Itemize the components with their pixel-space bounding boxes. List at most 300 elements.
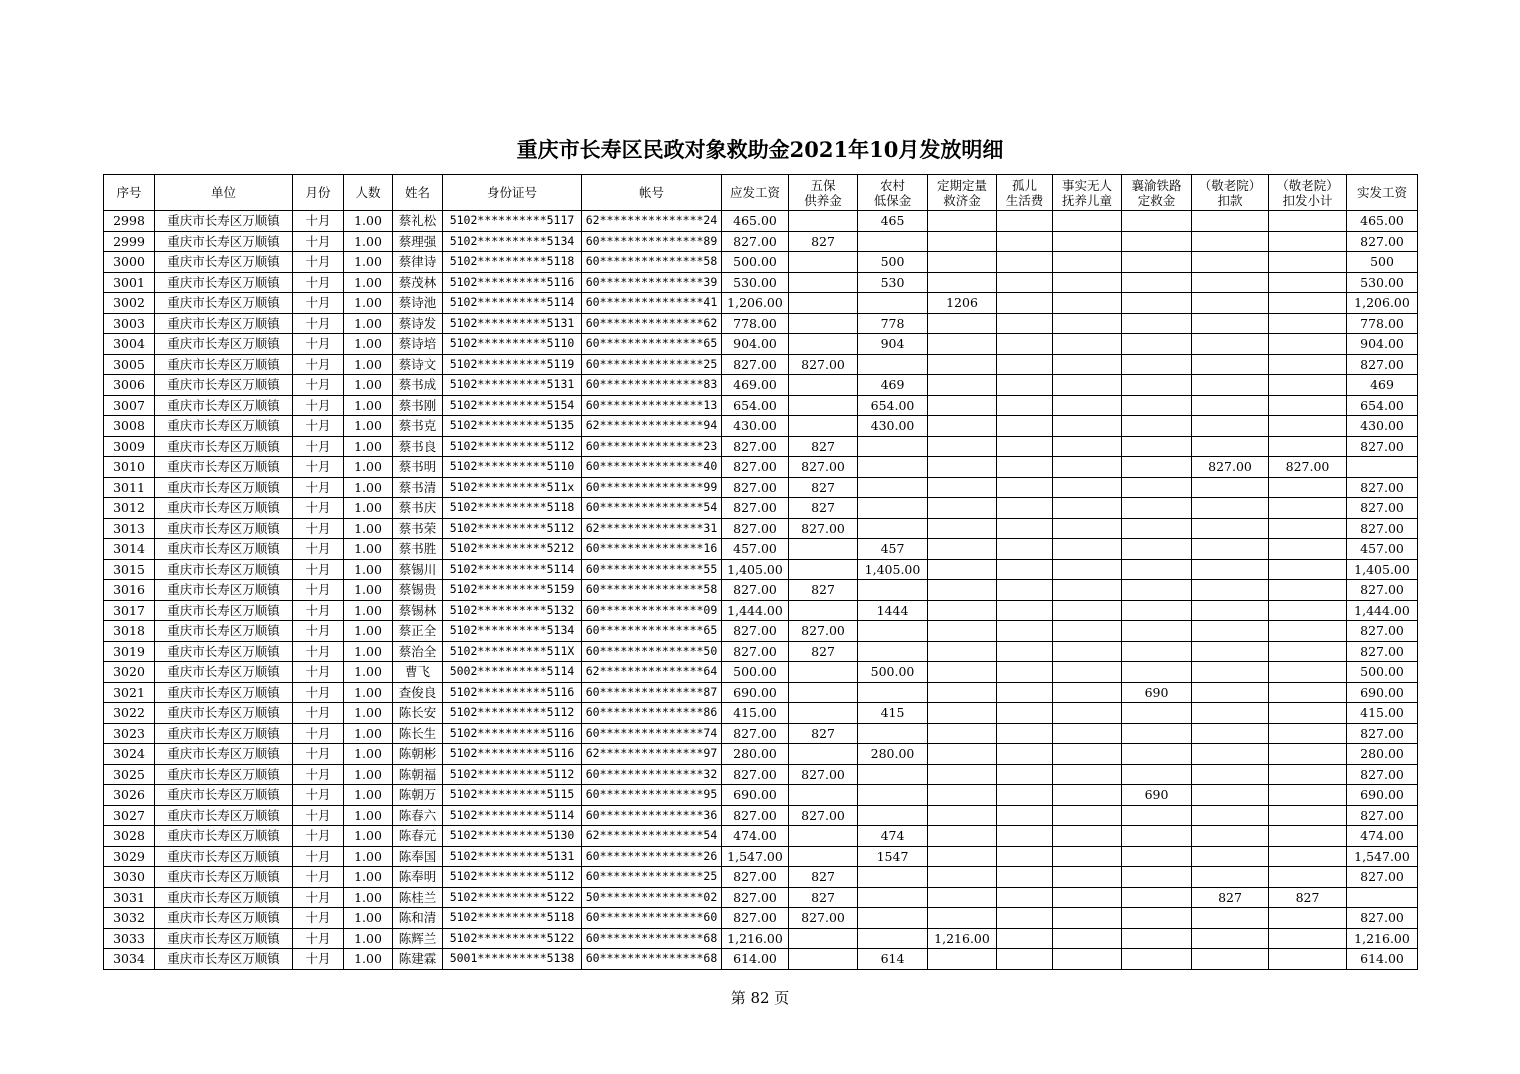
table-row [104, 785, 1418, 806]
cell-deduct [1192, 621, 1269, 642]
cell-unattended [1053, 395, 1122, 416]
cell-account: 60***************65 [582, 334, 722, 355]
cell-id: 5102**********5116 [443, 682, 582, 703]
cell-seq: 3006 [104, 375, 155, 396]
cell-orphan [997, 682, 1053, 703]
header-orphan-line1: 孤儿 [1011, 177, 1037, 193]
header-subtotal-line2: 扣发小计 [1282, 192, 1333, 208]
cell-dibao [858, 928, 928, 949]
cell-gross: 827.00 [722, 723, 789, 744]
cell-subtotal [1269, 559, 1347, 580]
cell-orphan [997, 805, 1053, 826]
cell-orphan [997, 354, 1053, 375]
cell-seq: 3018 [104, 621, 155, 642]
cell-account: 60***************25 [582, 867, 722, 888]
cell-month: 十月 [293, 395, 344, 416]
cell-id: 5102**********5118 [443, 252, 582, 273]
cell-unit: 重庆市长寿区万顺镇 [155, 313, 293, 334]
cell-railway [1122, 436, 1192, 457]
cell-count: 1.00 [344, 846, 393, 867]
table-row [104, 805, 1418, 826]
cell-seq: 3013 [104, 518, 155, 539]
cell-account: 60***************40 [582, 457, 722, 478]
cell-unit: 重庆市长寿区万顺镇 [155, 211, 293, 232]
header-dingqi [928, 175, 997, 211]
cell-account: 60***************65 [582, 621, 722, 642]
cell-month: 十月 [293, 826, 344, 847]
cell-seq: 3025 [104, 764, 155, 785]
cell-subtotal [1269, 252, 1347, 273]
cell-dibao: 614 [858, 949, 928, 970]
cell-seq: 3033 [104, 928, 155, 949]
cell-wubao: 827 [789, 641, 858, 662]
cell-count: 1.00 [344, 723, 393, 744]
cell-dibao [858, 785, 928, 806]
cell-month: 十月 [293, 518, 344, 539]
cell-wubao: 827.00 [789, 457, 858, 478]
cell-dingqi [928, 313, 997, 334]
cell-name: 蔡正全 [393, 621, 443, 642]
cell-account: 60***************55 [582, 559, 722, 580]
header-month: 月份 [293, 175, 344, 211]
cell-account: 60***************58 [582, 580, 722, 601]
cell-account: 60***************62 [582, 313, 722, 334]
cell-dibao: 654.00 [858, 395, 928, 416]
cell-name: 蔡茂林 [393, 272, 443, 293]
cell-gross: 827.00 [722, 457, 789, 478]
cell-orphan [997, 395, 1053, 416]
cell-deduct [1192, 641, 1269, 662]
cell-subtotal [1269, 395, 1347, 416]
cell-dibao: 904 [858, 334, 928, 355]
cell-name: 蔡诗池 [393, 293, 443, 314]
cell-dingqi [928, 457, 997, 478]
cell-account: 62***************31 [582, 518, 722, 539]
cell-count: 1.00 [344, 477, 393, 498]
table-row [104, 477, 1418, 498]
cell-name: 陈长生 [393, 723, 443, 744]
cell-unit: 重庆市长寿区万顺镇 [155, 887, 293, 908]
cell-net [1347, 887, 1418, 908]
cell-dibao [858, 498, 928, 519]
cell-account: 60***************36 [582, 805, 722, 826]
table-row [104, 723, 1418, 744]
cell-gross: 614.00 [722, 949, 789, 970]
cell-deduct [1192, 375, 1269, 396]
cell-subtotal [1269, 867, 1347, 888]
cell-id: 5001**********5138 [443, 949, 582, 970]
cell-name: 蔡锡贵 [393, 580, 443, 601]
cell-gross: 827.00 [722, 354, 789, 375]
cell-gross: 1,405.00 [722, 559, 789, 580]
cell-gross: 827.00 [722, 887, 789, 908]
cell-gross: 465.00 [722, 211, 789, 232]
cell-dingqi [928, 764, 997, 785]
cell-month: 十月 [293, 662, 344, 683]
cell-dibao [858, 231, 928, 252]
cell-name: 蔡书庆 [393, 498, 443, 519]
cell-unattended [1053, 436, 1122, 457]
cell-subtotal [1269, 477, 1347, 498]
cell-net: 1,216.00 [1347, 928, 1418, 949]
header-wubao [789, 175, 858, 211]
cell-deduct [1192, 211, 1269, 232]
cell-orphan [997, 272, 1053, 293]
cell-net: 827.00 [1347, 621, 1418, 642]
cell-unit: 重庆市长寿区万顺镇 [155, 949, 293, 970]
cell-orphan [997, 436, 1053, 457]
cell-count: 1.00 [344, 539, 393, 560]
cell-net: 778.00 [1347, 313, 1418, 334]
table-row [104, 764, 1418, 785]
cell-unattended [1053, 723, 1122, 744]
table-row [104, 928, 1418, 949]
cell-account: 60***************68 [582, 928, 722, 949]
cell-railway [1122, 313, 1192, 334]
cell-count: 1.00 [344, 867, 393, 888]
cell-orphan [997, 826, 1053, 847]
cell-month: 十月 [293, 703, 344, 724]
cell-unit: 重庆市长寿区万顺镇 [155, 662, 293, 683]
cell-id: 5102**********5116 [443, 272, 582, 293]
header-row [104, 175, 1418, 211]
cell-net: 827.00 [1347, 805, 1418, 826]
table-row [104, 518, 1418, 539]
cell-name: 陈长安 [393, 703, 443, 724]
cell-account: 60***************83 [582, 375, 722, 396]
cell-seq: 3011 [104, 477, 155, 498]
cell-orphan [997, 744, 1053, 765]
cell-count: 1.00 [344, 908, 393, 929]
cell-net: 827.00 [1347, 498, 1418, 519]
header-count: 人数 [344, 175, 393, 211]
cell-dibao: 474 [858, 826, 928, 847]
header-wubao-line1: 五保 [810, 177, 836, 193]
cell-dibao: 465 [858, 211, 928, 232]
cell-unit: 重庆市长寿区万顺镇 [155, 600, 293, 621]
cell-dibao: 430.00 [858, 416, 928, 437]
cell-deduct [1192, 559, 1269, 580]
cell-name: 蔡礼松 [393, 211, 443, 232]
cell-subtotal [1269, 826, 1347, 847]
cell-railway [1122, 354, 1192, 375]
cell-net: 827.00 [1347, 641, 1418, 662]
cell-id: 5102**********5212 [443, 539, 582, 560]
cell-id: 5102**********5117 [443, 211, 582, 232]
cell-orphan [997, 600, 1053, 621]
cell-deduct [1192, 949, 1269, 970]
cell-dibao [858, 867, 928, 888]
cell-dingqi [928, 354, 997, 375]
cell-orphan [997, 457, 1053, 478]
cell-unattended [1053, 703, 1122, 724]
cell-subtotal [1269, 682, 1347, 703]
cell-railway [1122, 887, 1192, 908]
header-dibao [858, 175, 928, 211]
cell-count: 1.00 [344, 785, 393, 806]
cell-net: 827.00 [1347, 231, 1418, 252]
cell-railway [1122, 744, 1192, 765]
cell-name: 查俊良 [393, 682, 443, 703]
cell-month: 十月 [293, 600, 344, 621]
header-unattended-line2: 抚养儿童 [1061, 192, 1112, 208]
cell-count: 1.00 [344, 600, 393, 621]
cell-dibao: 280.00 [858, 744, 928, 765]
cell-orphan [997, 662, 1053, 683]
cell-deduct [1192, 498, 1269, 519]
cell-deduct [1192, 231, 1269, 252]
cell-dibao [858, 723, 928, 744]
cell-deduct [1192, 416, 1269, 437]
cell-name: 蔡诗发 [393, 313, 443, 334]
cell-unattended [1053, 539, 1122, 560]
cell-dingqi [928, 375, 997, 396]
cell-wubao [789, 826, 858, 847]
cell-unit: 重庆市长寿区万顺镇 [155, 539, 293, 560]
cell-dingqi [928, 785, 997, 806]
cell-orphan [997, 846, 1053, 867]
cell-wubao [789, 949, 858, 970]
cell-net: 500.00 [1347, 662, 1418, 683]
cell-deduct [1192, 539, 1269, 560]
header-dibao-line2: 低保金 [873, 192, 912, 208]
cell-orphan [997, 928, 1053, 949]
cell-dingqi [928, 805, 997, 826]
cell-net: 500 [1347, 252, 1418, 273]
cell-name: 蔡书胜 [393, 539, 443, 560]
header-orphan [997, 175, 1053, 211]
cell-seq: 3023 [104, 723, 155, 744]
cell-seq: 3005 [104, 354, 155, 375]
cell-unattended [1053, 518, 1122, 539]
table-row [104, 846, 1418, 867]
cell-seq: 3024 [104, 744, 155, 765]
header-dibao-line1: 农村 [879, 177, 905, 193]
cell-net: 474.00 [1347, 826, 1418, 847]
cell-unattended [1053, 211, 1122, 232]
cell-gross: 690.00 [722, 785, 789, 806]
cell-unattended [1053, 600, 1122, 621]
cell-unattended [1053, 354, 1122, 375]
cell-net: 827.00 [1347, 354, 1418, 375]
cell-id: 5102**********5159 [443, 580, 582, 601]
cell-dibao: 1444 [858, 600, 928, 621]
cell-subtotal [1269, 949, 1347, 970]
cell-subtotal [1269, 272, 1347, 293]
cell-name: 蔡律诗 [393, 252, 443, 273]
cell-count: 1.00 [344, 293, 393, 314]
cell-seq: 3031 [104, 887, 155, 908]
cell-count: 1.00 [344, 805, 393, 826]
cell-unit: 重庆市长寿区万顺镇 [155, 580, 293, 601]
cell-net: 280.00 [1347, 744, 1418, 765]
cell-count: 1.00 [344, 682, 393, 703]
cell-name: 陈奉明 [393, 867, 443, 888]
cell-dingqi [928, 436, 997, 457]
cell-unit: 重庆市长寿区万顺镇 [155, 928, 293, 949]
cell-unit: 重庆市长寿区万顺镇 [155, 416, 293, 437]
cell-gross: 1,444.00 [722, 600, 789, 621]
cell-seq: 3021 [104, 682, 155, 703]
cell-wubao: 827.00 [789, 764, 858, 785]
cell-wubao [789, 539, 858, 560]
table-row [104, 293, 1418, 314]
cell-unit: 重庆市长寿区万顺镇 [155, 498, 293, 519]
cell-account: 60***************86 [582, 703, 722, 724]
cell-unattended [1053, 252, 1122, 273]
cell-count: 1.00 [344, 436, 393, 457]
cell-net: 1,547.00 [1347, 846, 1418, 867]
cell-month: 十月 [293, 887, 344, 908]
cell-net: 904.00 [1347, 334, 1418, 355]
cell-id: 5102**********5131 [443, 313, 582, 334]
cell-unattended [1053, 641, 1122, 662]
cell-id: 5102**********5112 [443, 703, 582, 724]
cell-unattended [1053, 334, 1122, 355]
cell-id: 5102**********5112 [443, 867, 582, 888]
cell-unit: 重庆市长寿区万顺镇 [155, 785, 293, 806]
cell-orphan [997, 334, 1053, 355]
cell-account: 60***************68 [582, 949, 722, 970]
cell-unit: 重庆市长寿区万顺镇 [155, 621, 293, 642]
cell-railway [1122, 846, 1192, 867]
table-row [104, 949, 1418, 970]
cell-seq: 3009 [104, 436, 155, 457]
cell-deduct [1192, 785, 1269, 806]
cell-deduct [1192, 334, 1269, 355]
cell-name: 陈春元 [393, 826, 443, 847]
cell-id: 5002**********5114 [443, 662, 582, 683]
cell-subtotal [1269, 846, 1347, 867]
header-dingqi-line1: 定期定量 [936, 177, 987, 193]
cell-count: 1.00 [344, 764, 393, 785]
cell-orphan [997, 375, 1053, 396]
cell-wubao [789, 252, 858, 273]
cell-unit: 重庆市长寿区万顺镇 [155, 744, 293, 765]
cell-seq: 3027 [104, 805, 155, 826]
cell-name: 蔡诗文 [393, 354, 443, 375]
cell-wubao [789, 662, 858, 683]
cell-dingqi [928, 580, 997, 601]
header-name: 姓名 [393, 175, 443, 211]
table-row [104, 887, 1418, 908]
cell-month: 十月 [293, 682, 344, 703]
cell-dibao [858, 293, 928, 314]
cell-net: 827.00 [1347, 580, 1418, 601]
table-row [104, 272, 1418, 293]
cell-unit: 重庆市长寿区万顺镇 [155, 354, 293, 375]
cell-subtotal [1269, 805, 1347, 826]
cell-deduct: 827.00 [1192, 457, 1269, 478]
cell-dibao: 530 [858, 272, 928, 293]
cell-subtotal [1269, 600, 1347, 621]
cell-gross: 827.00 [722, 518, 789, 539]
cell-subtotal: 827 [1269, 887, 1347, 908]
cell-dibao [858, 641, 928, 662]
cell-gross: 827.00 [722, 498, 789, 519]
cell-unit: 重庆市长寿区万顺镇 [155, 395, 293, 416]
cell-wubao [789, 395, 858, 416]
cell-net: 827.00 [1347, 518, 1418, 539]
cell-gross: 457.00 [722, 539, 789, 560]
cell-unattended [1053, 785, 1122, 806]
cell-month: 十月 [293, 867, 344, 888]
cell-month: 十月 [293, 723, 344, 744]
cell-orphan [997, 580, 1053, 601]
header-deduct [1192, 175, 1269, 211]
cell-count: 1.00 [344, 887, 393, 908]
cell-railway [1122, 723, 1192, 744]
table-body [104, 211, 1418, 970]
cell-seq: 2999 [104, 231, 155, 252]
table-row [104, 662, 1418, 683]
cell-subtotal [1269, 313, 1347, 334]
cell-net: 1,206.00 [1347, 293, 1418, 314]
header-unattended [1053, 175, 1122, 211]
cell-railway [1122, 518, 1192, 539]
cell-count: 1.00 [344, 211, 393, 232]
cell-dibao: 469 [858, 375, 928, 396]
cell-gross: 474.00 [722, 826, 789, 847]
cell-account: 60***************16 [582, 539, 722, 560]
cell-dibao [858, 908, 928, 929]
cell-month: 十月 [293, 334, 344, 355]
cell-id: 5102**********5131 [443, 375, 582, 396]
cell-railway [1122, 703, 1192, 724]
cell-gross: 827.00 [722, 436, 789, 457]
cell-dibao [858, 354, 928, 375]
cell-seq: 3001 [104, 272, 155, 293]
cell-id: 5102**********5114 [443, 293, 582, 314]
cell-seq: 3020 [104, 662, 155, 683]
cell-month: 十月 [293, 621, 344, 642]
table-row [104, 744, 1418, 765]
header-unattended-line1: 事实无人 [1061, 177, 1112, 193]
table-row [104, 457, 1418, 478]
cell-month: 十月 [293, 559, 344, 580]
cell-count: 1.00 [344, 334, 393, 355]
table-row [104, 395, 1418, 416]
cell-wubao: 827.00 [789, 621, 858, 642]
cell-railway [1122, 908, 1192, 929]
cell-dingqi [928, 887, 997, 908]
cell-dingqi [928, 252, 997, 273]
cell-count: 1.00 [344, 252, 393, 273]
cell-railway [1122, 498, 1192, 519]
cell-name: 蔡治全 [393, 641, 443, 662]
cell-railway [1122, 867, 1192, 888]
cell-railway [1122, 375, 1192, 396]
cell-seq: 3002 [104, 293, 155, 314]
cell-subtotal [1269, 723, 1347, 744]
cell-railway [1122, 416, 1192, 437]
cell-orphan [997, 785, 1053, 806]
cell-seq: 3017 [104, 600, 155, 621]
cell-unit: 重庆市长寿区万顺镇 [155, 805, 293, 826]
cell-unattended [1053, 313, 1122, 334]
cell-month: 十月 [293, 539, 344, 560]
cell-account: 60***************58 [582, 252, 722, 273]
cell-orphan [997, 887, 1053, 908]
cell-wubao: 827.00 [789, 908, 858, 929]
cell-deduct [1192, 354, 1269, 375]
cell-net: 827.00 [1347, 867, 1418, 888]
cell-railway [1122, 580, 1192, 601]
cell-gross: 1,547.00 [722, 846, 789, 867]
cell-account: 60***************89 [582, 231, 722, 252]
cell-dingqi [928, 395, 997, 416]
cell-subtotal [1269, 375, 1347, 396]
